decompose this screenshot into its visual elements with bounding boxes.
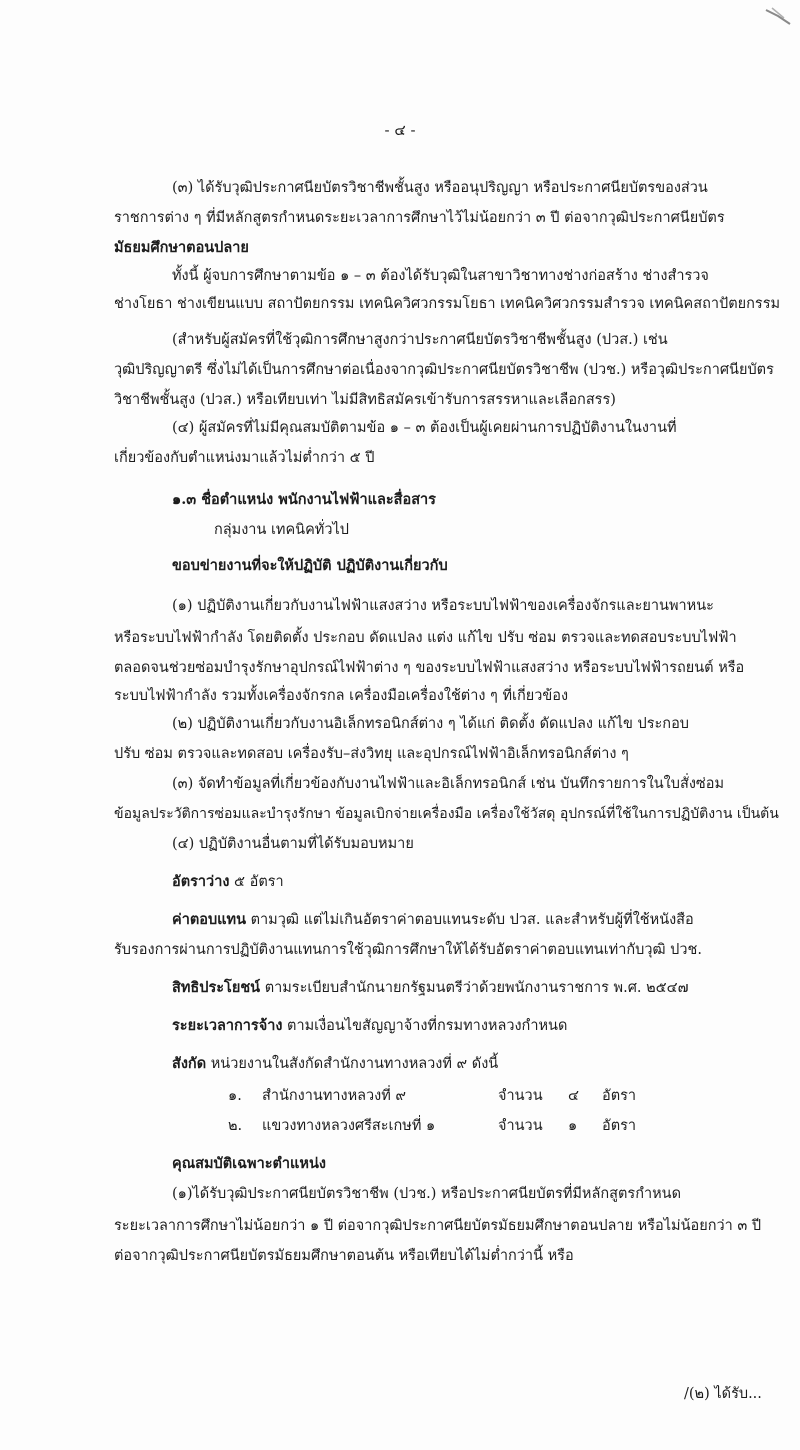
- text-line: (๒) ปฏิบัติงานเกี่ยวกับงานอิเล็กทรอนิกส์ต่าง ๆ ได้แก่ ติดตั้ง ดัดแปลง แก้ไข ประกอบ: [172, 716, 689, 732]
- text-line: ช่างโยธา ช่างเขียนแบบ สถาปัตยกรรม เทคนิควิศวกรรมโยธา เทคนิควิศวกรรมสำรวจ เทคนิคสถาปัตยกรรม: [114, 296, 781, 312]
- position-heading: ๑.๓ ชื่อตำแหน่ง พนักงานไฟฟ้าและสื่อสาร: [172, 491, 436, 508]
- benefits-label: สิทธิประโยชน์: [172, 979, 261, 996]
- row-number: ๒.: [228, 1118, 243, 1134]
- benefits: [172, 978, 689, 998]
- employment-period: [172, 1016, 567, 1036]
- row-qty-label: จำนวน: [498, 1088, 543, 1104]
- text-line: (สำหรับผู้สมัครที่ใช้วุฒิการศึกษาสูงกว่าประกาศนียบัตรวิชาชีพชั้นสูง (ปวส.) เช่น: [172, 332, 668, 348]
- text-line: เกี่ยวข้องกับตำแหน่งมาแล้วไม่ต่ำกว่า ๕ ปี: [114, 450, 375, 466]
- text-line: ราชการต่าง ๆ ที่มีหลักสูตรกำหนดระยะเวลาการศึกษาไว้ไม่น้อยกว่า ๓ ปี ต่อจากวุฒิประกาศนียบัตร: [114, 210, 725, 226]
- qualifications-heading: คุณสมบัติเฉพาะตำแหน่ง: [172, 1155, 326, 1172]
- vacancy-value: ๕ อัตรา: [234, 874, 284, 890]
- row-qty-label: จำนวน: [498, 1118, 543, 1134]
- text-line: หรือระบบไฟฟ้ากำลัง โดยติดตั้ง ประกอบ ดัดแปลง แต่ง แก้ไข ปรับ ซ่อม ตรวจและทดสอบระบบไฟฟ้า: [114, 630, 737, 646]
- text-line: (๓) จัดทำข้อมูลที่เกี่ยวข้องกับงานไฟฟ้าและอิเล็กทรอนิกส์ เช่น บันทึกรายการในใบสั่งซ่อม: [172, 776, 725, 792]
- row-qty: ๑: [568, 1118, 578, 1134]
- compensation-text: ตามวุฒิ แต่ไม่เกินอัตราค่าตอบแทนระดับ ปวส. และสำหรับผู้ที่ใช้หนังสือ: [250, 912, 694, 928]
- period-label: ระยะเวลาการจ้าง: [172, 1017, 283, 1034]
- row-unit: อัตรา: [602, 1118, 637, 1134]
- vacancy-label: อัตราว่าง: [172, 873, 230, 890]
- text-line: ปรับ ซ่อม ตรวจและทดสอบ เครื่องรับ–ส่งวิทยุ และอุปกรณ์ไฟฟ้าอิเล็กทรอนิกส์ต่าง ๆ: [114, 746, 629, 762]
- text-line: รับรองการผ่านการปฏิบัติงานแทนการใช้วุฒิการศึกษาให้ได้รับอัตราค่าตอบแทนเท่ากับวุฒิ ปวช.: [114, 942, 702, 958]
- row-qty: ๔: [568, 1088, 579, 1104]
- text-line: ทั้งนี้ ผู้จบการศึกษาตามข้อ ๑ – ๓ ต้องได้รับวุฒิในสาขาวิชาทางช่างก่อสร้าง ช่างสำรวจ: [172, 268, 709, 284]
- compensation: [172, 910, 694, 930]
- text-line: ระบบไฟฟ้ากำลัง รวมทั้งเครื่องจักรกล เครื่องมือเครื่องใช้ต่าง ๆ ที่เกี่ยวข้อง: [114, 688, 569, 704]
- row-unit: อัตรา: [602, 1088, 637, 1104]
- vacancy: [172, 872, 284, 892]
- page-number: - ๔ -: [384, 121, 416, 139]
- affiliation: [172, 1054, 498, 1074]
- text-line: ข้อมูลประวัติการซ่อมและบำรุงรักษา ข้อมูลเบิกจ่ายเครื่องมือ เครื่องใช้วัสดุ อุปกรณ์ที่ใช้ในการปฏิบัติงาน เป็นต้น: [114, 806, 779, 822]
- text-line: (๔) ปฏิบัติงานอื่นตามที่ได้รับมอบหมาย: [172, 836, 414, 852]
- benefits-value: ตามระเบียบสำนักนายกรัฐมนตรีว่าด้วยพนักงานราชการ พ.ศ. ๒๕๔๗: [264, 980, 689, 996]
- text-line: ตลอดจนช่วยซ่อมบำรุงรักษาอุปกรณ์ไฟฟ้าต่าง ๆ ของระบบไฟฟ้าแสงสว่าง หรือระบบไฟฟ้ารถยนต์ หรือ: [114, 660, 745, 676]
- scope-heading: ขอบข่ายงานที่จะให้ปฏิบัติ ปฏิบัติงานเกี่ยวกับ: [172, 557, 448, 574]
- text-line: มัธยมศึกษาตอนปลาย: [114, 239, 249, 256]
- text-line: ต่อจากวุฒิประกาศนียบัตรมัธยมศึกษาตอนต้น หรือเทียบได้ไม่ต่ำกว่านี้ หรือ: [114, 1248, 574, 1264]
- position-group: กลุ่มงาน เทคนิคทั่วไป: [214, 522, 349, 538]
- text-line: (๑) ปฏิบัติงานเกี่ยวกับงานไฟฟ้าแสงสว่าง หรือระบบไฟฟ้าของเครื่องจักรและยานพาหนะ: [172, 598, 714, 614]
- affiliation-label: สังกัด: [172, 1055, 207, 1072]
- compensation-label: ค่าตอบแทน: [172, 911, 246, 928]
- text-line: (๓) ได้รับวุฒิประกาศนียบัตรวิชาชีพชั้นสูง หรืออนุปริญญา หรือประกาศนียบัตรของส่วน: [172, 180, 708, 196]
- scan-corner-mark: [764, 6, 794, 28]
- row-unit-name: สำนักงานทางหลวงที่ ๙: [262, 1088, 407, 1104]
- text-line: วุฒิปริญญาตรี ซึ่งไม่ได้เป็นการศึกษาต่อเนื่องจากวุฒิประกาศนียบัตรวิชาชีพ (ปวช.) หรือวุฒิประกาศนียบัตร: [114, 362, 774, 378]
- text-line: ระยะเวลาการศึกษาไม่น้อยกว่า ๑ ปี ต่อจากวุฒิประกาศนียบัตรมัธยมศึกษาตอนปลาย หรือไม่น้อยกว่า ๓ ปี: [114, 1218, 762, 1234]
- text-line: (๑)ได้รับวุฒิประกาศนียบัตรวิชาชีพ (ปวช.) หรือประกาศนียบัตรที่มีหลักสูตรกำหนด: [172, 1186, 682, 1202]
- row-number: ๑.: [228, 1088, 242, 1104]
- row-unit-name: แขวงทางหลวงศรีสะเกษที่ ๑: [262, 1118, 436, 1134]
- period-value: ตามเงื่อนไขสัญญาจ้างที่กรมทางหลวงกำหนด: [287, 1018, 568, 1034]
- affiliation-value: หน่วยงานในสังกัดสำนักงานทางหลวงที่ ๙ ดังนี้: [210, 1056, 499, 1072]
- continued-note: /(๒) ได้รับ...: [684, 1386, 762, 1402]
- text-line: วิชาชีพชั้นสูง (ปวส.) หรือเทียบเท่า ไม่มีสิทธิสมัครเข้ารับการสรรหาและเลือกสรร): [114, 392, 616, 408]
- text-line: (๔) ผู้สมัครที่ไม่มีคุณสมบัติตามข้อ ๑ – ๓ ต้องเป็นผู้เคยผ่านการปฏิบัติงานในงานที่: [172, 420, 677, 436]
